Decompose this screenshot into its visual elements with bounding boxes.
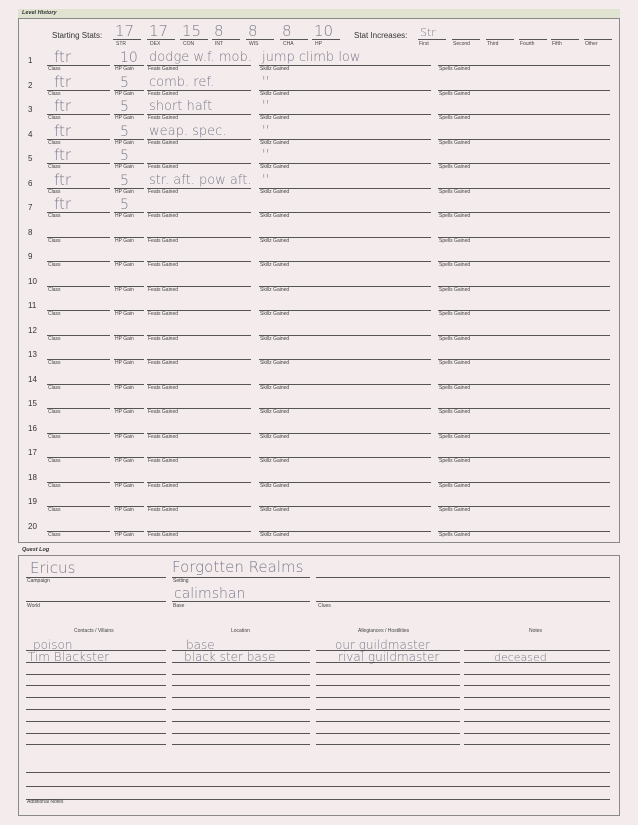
- level-number: 15: [28, 399, 37, 408]
- level-class-label: Class: [48, 409, 61, 415]
- setting-label: Setting: [173, 578, 189, 584]
- quest-log-row-line: [26, 662, 166, 663]
- level-class-label: Class: [48, 286, 61, 293]
- stat-increases-label: Stat Increases:: [354, 31, 408, 40]
- additional-notes-line: [26, 772, 610, 773]
- level-skills-label: Skillz Gained: [260, 237, 290, 244]
- stat-label-con: CON: [183, 41, 195, 47]
- level-hp-label: HP Gain: [115, 482, 134, 489]
- level-spells-label: Spells Gained: [439, 90, 471, 97]
- level-class-label: Class: [48, 213, 61, 219]
- quest-log-row-line: [26, 685, 166, 686]
- level-hp-value: 5: [120, 74, 129, 91]
- level-hp-label: HP Gain: [115, 335, 134, 342]
- level-number: 6: [28, 178, 33, 188]
- quest-log-row-line: [464, 674, 610, 675]
- level-number: 11: [28, 301, 37, 310]
- level-history-tab: [18, 9, 620, 18]
- quest-log-title: Quest Log: [22, 547, 50, 553]
- level-feats-label: Feats Gained: [148, 188, 179, 195]
- level-feats-label: Feats Gained: [148, 507, 179, 513]
- stat-value-int: 8: [214, 22, 224, 40]
- stat-line-int: [212, 39, 240, 40]
- level-hp-value: 5: [120, 148, 129, 164]
- level-skills-label: Skillz Gained: [260, 384, 290, 391]
- level-spells-label: Spells Gained: [439, 433, 471, 440]
- notes-2: deceased: [494, 651, 547, 664]
- quest-log-row-line: [464, 662, 610, 663]
- level-skills-label: Skillz Gained: [260, 286, 290, 293]
- level-feats-label: Feats Gained: [148, 311, 179, 317]
- level-feats-label: Feats Gained: [148, 286, 179, 293]
- quest-log-row-line: [172, 744, 310, 745]
- level-class-label: Class: [48, 433, 61, 440]
- quest-log-row-line: [172, 674, 310, 675]
- stat-label-hp: HP: [315, 41, 322, 47]
- level-hp-value: 5: [120, 172, 129, 189]
- allegiance-1: our guildmaster: [335, 638, 431, 652]
- base-line: [172, 601, 310, 602]
- level-number: 4: [28, 129, 33, 139]
- level-skills-value: '': [262, 99, 270, 114]
- level-feats-label: Feats Gained: [148, 458, 179, 464]
- increase-line-first: [418, 39, 446, 40]
- level-skills-label: Skillz Gained: [260, 164, 290, 170]
- quest-log-row-line: [26, 674, 166, 675]
- level-feats-label: Feats Gained: [148, 164, 179, 170]
- stat-label-cha: CHA: [283, 41, 294, 47]
- base-value: calimshan: [174, 586, 246, 602]
- level-number: 1: [28, 56, 33, 65]
- col-allegiances-label: Allegiances / Hostilities: [358, 628, 410, 634]
- increase-label-second: Second: [453, 41, 470, 47]
- level-history-title: Level History: [22, 10, 57, 16]
- level-feats-label: Feats Gained: [148, 213, 179, 219]
- quest-log-row-line: [172, 650, 310, 651]
- level-hp-label: HP Gain: [115, 262, 134, 268]
- level-feats-label: Feats Gained: [148, 90, 179, 97]
- location-2: black ster base: [184, 650, 276, 664]
- quest-log-row-line: [316, 685, 460, 686]
- level-hp-label: HP Gain: [115, 139, 134, 146]
- increase-line-fourth: [519, 39, 547, 40]
- level-number: 3: [28, 105, 33, 114]
- additional-notes-line: [26, 799, 610, 800]
- level-hp-label: HP Gain: [115, 188, 134, 195]
- quest-log-row-line: [26, 650, 166, 651]
- level-number: 7: [28, 203, 33, 212]
- quest-log-row-line: [464, 733, 610, 734]
- level-feats-value: weap. spec.: [149, 123, 227, 139]
- level-spells-label: Spells Gained: [439, 286, 471, 293]
- level-skills-label: Skillz Gained: [260, 409, 290, 415]
- quest-log-row-line: [26, 697, 166, 698]
- quest-log-row-line: [172, 697, 310, 698]
- col-contacts-label: Contacts / Villains: [74, 628, 114, 634]
- level-feats-label: Feats Gained: [148, 384, 179, 391]
- level-class-label: Class: [48, 139, 61, 146]
- quest-log-row-line: [316, 697, 460, 698]
- level-skills-value: jump climb low: [262, 50, 361, 65]
- level-spells-label: Spells Gained: [439, 213, 471, 219]
- quest-log-row-line: [316, 650, 460, 651]
- quest-log-row-line: [464, 709, 610, 710]
- level-hp-label: HP Gain: [115, 458, 134, 464]
- level-feats-label: Feats Gained: [148, 139, 179, 146]
- level-class-value: ftr: [54, 121, 72, 140]
- level-class-label: Class: [48, 360, 61, 366]
- level-skills-label: Skillz Gained: [260, 311, 290, 317]
- level-spells-label: Spells Gained: [439, 262, 471, 268]
- stat-value-con: 15: [182, 22, 202, 40]
- level-skills-label: Skillz Gained: [260, 213, 290, 219]
- level-hp-label: HP Gain: [115, 115, 134, 121]
- level-class-label: Class: [48, 458, 61, 464]
- level-class-value: ftr: [54, 72, 72, 91]
- level-hp-label: HP Gain: [115, 311, 134, 317]
- col-notes-label: Notes: [529, 628, 543, 634]
- quest-log-row-line: [316, 744, 460, 745]
- level-number: 2: [28, 80, 33, 90]
- level-feats-label: Feats Gained: [148, 531, 179, 538]
- level-history-frame: [18, 18, 620, 543]
- level-feats-label: Feats Gained: [148, 433, 179, 440]
- level-spells-label: Spells Gained: [439, 66, 471, 72]
- level-skills-label: Skillz Gained: [260, 66, 290, 72]
- level-hp-label: HP Gain: [115, 409, 134, 415]
- stat-value-str: 17: [115, 22, 135, 40]
- allegiance-2: rival guildmaster: [338, 650, 440, 664]
- stat-value-dex: 17: [149, 22, 169, 40]
- increase-line-third: [486, 39, 514, 40]
- level-number: 5: [28, 154, 33, 163]
- level-class-label: Class: [48, 507, 61, 513]
- base-label: Base: [173, 603, 185, 609]
- level-hp-label: HP Gain: [115, 213, 134, 219]
- level-skills-value: '': [262, 74, 270, 90]
- level-hp-value: 10: [120, 50, 138, 66]
- level-class-label: Class: [48, 384, 61, 391]
- campaign-label: Campaign: [27, 578, 50, 584]
- level-hp-label: HP Gain: [115, 384, 134, 391]
- level-spells-label: Spells Gained: [439, 458, 471, 464]
- level-feats-value: str. aft. pow aft.: [149, 172, 252, 188]
- stat-label-str: STR: [116, 41, 126, 47]
- increase-value-first: Str: [420, 26, 436, 39]
- level-spells-label: Spells Gained: [439, 409, 471, 415]
- level-spells-label: Spells Gained: [439, 188, 471, 195]
- level-spells-label: Spells Gained: [439, 531, 471, 538]
- quest-log-row-line: [26, 733, 166, 734]
- stat-line-hp: [312, 39, 340, 40]
- level-number: 19: [28, 497, 37, 506]
- level-number: 9: [28, 252, 33, 261]
- quest-log-row-line: [172, 685, 310, 686]
- level-hp-label: HP Gain: [115, 360, 134, 366]
- increase-line-other: [584, 39, 612, 40]
- level-skills-label: Skillz Gained: [260, 433, 290, 440]
- stat-line-wis: [246, 39, 274, 40]
- clues-label: Clues: [318, 603, 331, 609]
- level-number: 10: [28, 276, 37, 286]
- level-hp-label: HP Gain: [115, 433, 134, 440]
- stat-line-con: [180, 39, 208, 40]
- level-spells-label: Spells Gained: [439, 360, 471, 366]
- level-spells-label: Spells Gained: [439, 115, 471, 121]
- level-skills-label: Skillz Gained: [260, 90, 290, 97]
- level-class-value: ftr: [54, 146, 72, 164]
- level-class-label: Class: [48, 66, 61, 72]
- level-skills-label: Skillz Gained: [260, 262, 290, 268]
- level-hp-label: HP Gain: [115, 90, 134, 97]
- stat-label-int: INT: [215, 41, 224, 47]
- level-feats-label: Feats Gained: [148, 409, 179, 415]
- quest-log-tab: [18, 546, 620, 555]
- level-feats-label: Feats Gained: [148, 262, 179, 268]
- quest-log-row-line: [464, 721, 610, 722]
- stat-line-str: [113, 39, 141, 40]
- level-spells-label: Spells Gained: [439, 164, 471, 170]
- quest-log-row-line: [172, 721, 310, 722]
- level-skills-value: '': [262, 123, 270, 139]
- level-class-value: ftr: [54, 48, 72, 66]
- starting-stats-label: Starting Stats:: [52, 31, 103, 40]
- level-number: 12: [28, 325, 37, 335]
- setting-value: Forgotten Realms: [172, 558, 304, 576]
- level-spells-label: Spells Gained: [439, 384, 471, 391]
- level-skills-label: Skillz Gained: [260, 482, 290, 489]
- level-skills-label: Skillz Gained: [260, 115, 290, 121]
- level-number: 18: [28, 472, 37, 482]
- quest-log-row-line: [26, 721, 166, 722]
- level-class-label: Class: [48, 237, 61, 244]
- level-feats-label: Feats Gained: [148, 237, 179, 244]
- level-skills-label: Skillz Gained: [260, 360, 290, 366]
- quest-log-row-line: [316, 662, 460, 663]
- increase-label-third: Third: [487, 41, 499, 47]
- col-location-label: Location: [231, 628, 250, 634]
- level-class-label: Class: [48, 482, 61, 489]
- level-feats-label: Feats Gained: [148, 360, 179, 366]
- level-feats-label: Feats Gained: [148, 335, 179, 342]
- level-hp-value: 5: [120, 99, 129, 115]
- level-number: 20: [28, 521, 37, 531]
- level-skills-value: '': [262, 148, 270, 163]
- level-feats-label: Feats Gained: [148, 115, 179, 121]
- location-1: base: [186, 638, 215, 652]
- contact-2: Tim Blackster: [28, 650, 110, 664]
- quest-log-row-line: [464, 697, 610, 698]
- level-class-value: ftr: [54, 97, 72, 115]
- level-feats-value: dodge w.f. mob.: [149, 50, 252, 65]
- level-number: 8: [28, 227, 33, 237]
- level-skills-label: Skillz Gained: [260, 188, 290, 195]
- quest-log-row-line: [26, 744, 166, 745]
- quest-log-row-line: [316, 709, 460, 710]
- stat-line-dex: [147, 39, 175, 40]
- level-feats-label: Feats Gained: [148, 66, 179, 72]
- quest-log-row-line: [172, 662, 310, 663]
- increase-line-second: [452, 39, 480, 40]
- level-spells-label: Spells Gained: [439, 507, 471, 513]
- level-number: 17: [28, 448, 37, 457]
- level-class-label: Class: [48, 164, 61, 170]
- level-spells-label: Spells Gained: [439, 311, 471, 317]
- additional-notes-line: [26, 786, 610, 787]
- level-spells-label: Spells Gained: [439, 139, 471, 146]
- world-label: World: [27, 603, 40, 609]
- level-class-label: Class: [48, 188, 61, 195]
- level-class-label: Class: [48, 115, 61, 121]
- level-skills-label: Skillz Gained: [260, 139, 290, 146]
- level-skills-label: Skillz Gained: [260, 507, 290, 513]
- campaign-value: Ericus: [30, 559, 76, 577]
- stat-line-cha: [280, 39, 308, 40]
- increase-label-first: First: [419, 41, 429, 47]
- level-class-label: Class: [48, 531, 61, 538]
- level-hp-label: HP Gain: [115, 286, 134, 293]
- clues-line-2: [316, 601, 610, 602]
- stat-value-wis: 8: [248, 22, 258, 40]
- level-hp-label: HP Gain: [115, 66, 134, 72]
- level-class-label: Class: [48, 335, 61, 342]
- level-spells-label: Spells Gained: [439, 335, 471, 342]
- level-skills-label: Skillz Gained: [260, 335, 290, 342]
- world-line: [26, 601, 166, 602]
- clues-line-1: [316, 577, 610, 578]
- level-hp-label: HP Gain: [115, 531, 134, 538]
- level-class-label: Class: [48, 262, 61, 268]
- level-skills-label: Skillz Gained: [260, 458, 290, 464]
- level-class-label: Class: [48, 90, 61, 97]
- quest-log-row-line: [464, 650, 610, 651]
- quest-log-row-line: [316, 733, 460, 734]
- quest-log-row-line: [316, 674, 460, 675]
- setting-line: [172, 577, 310, 578]
- stat-label-wis: WIS: [249, 41, 259, 47]
- quest-log-row-line: [464, 685, 610, 686]
- level-feats-value: short haft: [149, 99, 213, 114]
- level-feats-label: Feats Gained: [148, 482, 179, 489]
- level-skills-label: Skillz Gained: [260, 531, 290, 538]
- level-hp-label: HP Gain: [115, 507, 134, 513]
- level-class-value: ftr: [54, 195, 72, 213]
- level-class-label: Class: [48, 311, 61, 317]
- level-skills-value: '': [262, 172, 270, 188]
- stat-value-cha: 8: [282, 22, 292, 40]
- quest-log-row-line: [172, 709, 310, 710]
- contact-1: poison: [33, 638, 73, 652]
- increase-label-fifth: Fifth: [552, 41, 562, 47]
- increase-line-fifth: [551, 39, 579, 40]
- quest-log-row-line: [316, 721, 460, 722]
- additional-notes-label: Additional Notes: [27, 799, 64, 805]
- level-number: 13: [28, 350, 37, 359]
- level-number: 14: [28, 374, 37, 384]
- quest-log-row-line: [464, 744, 610, 745]
- stat-value-hp: 10: [314, 22, 334, 40]
- level-spells-label: Spells Gained: [439, 237, 471, 244]
- level-spells-label: Spells Gained: [439, 482, 471, 489]
- quest-log-row-line: [26, 709, 166, 710]
- level-number: 16: [28, 423, 37, 433]
- level-hp-value: 5: [120, 123, 129, 140]
- level-hp-value: 5: [120, 197, 129, 213]
- level-hp-label: HP Gain: [115, 237, 134, 244]
- level-hp-label: HP Gain: [115, 164, 134, 170]
- quest-log-row-line: [172, 733, 310, 734]
- level-feats-value: comb. ref.: [149, 74, 215, 90]
- increase-label-fourth: Fourth: [520, 41, 535, 47]
- increase-label-other: Other: [585, 41, 598, 47]
- stat-label-dex: DEX: [150, 41, 161, 47]
- level-class-value: ftr: [54, 170, 72, 189]
